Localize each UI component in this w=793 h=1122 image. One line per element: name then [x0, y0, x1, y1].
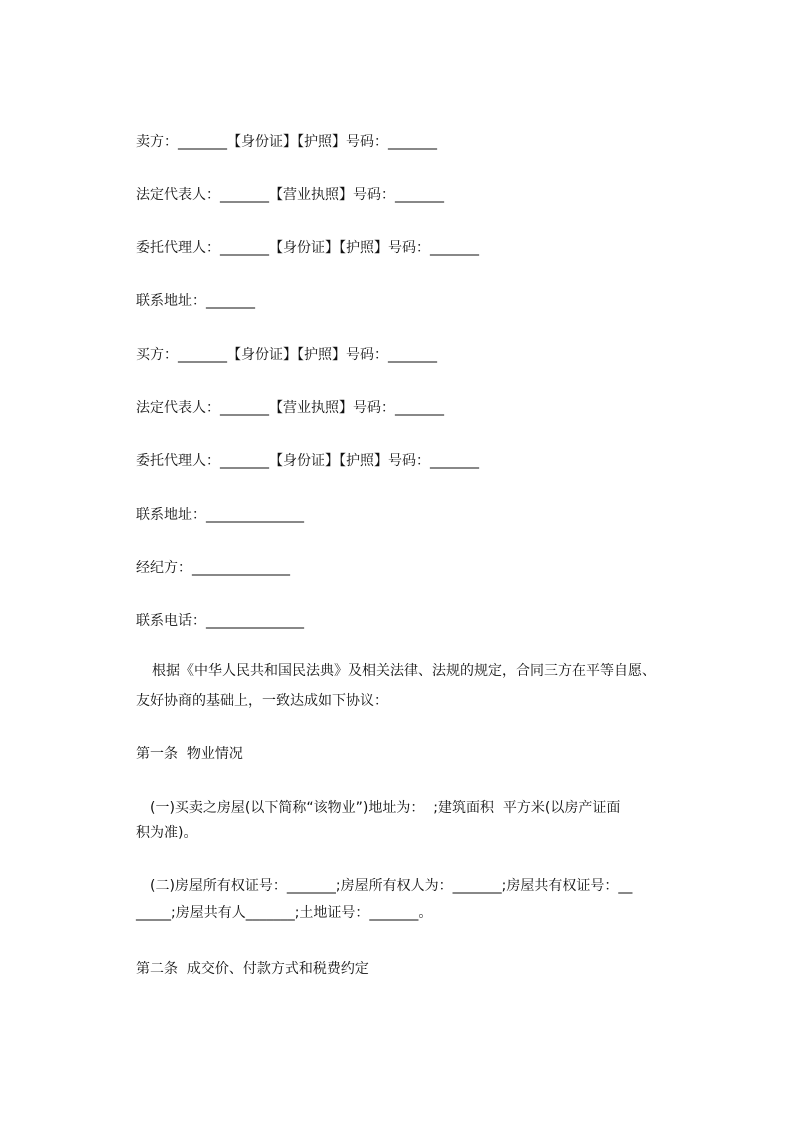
seller-line: 卖方：_______【身份证】【护照】号码：_______ — [136, 134, 437, 150]
broker-line: 经纪方：______________ — [136, 560, 290, 576]
preamble-line-2: 友好协商的基础上，一致达成如下协议： — [136, 693, 388, 709]
article1-title: 第一条 物业情况 — [136, 746, 243, 762]
buyer-address-line: 联系地址：______________ — [136, 507, 304, 523]
buyer-legal-rep-line: 法定代表人：_______【营业执照】号码：_______ — [136, 400, 444, 416]
buyer-line: 买方：_______【身份证】【护照】号码：_______ — [136, 347, 437, 363]
seller-agent-line: 委托代理人：_______【身份证】【护照】号码：_______ — [136, 240, 479, 256]
article1-item1-line-1: (一)买卖之房屋(以下简称“该物业”)地址为： ;建筑面积 平方米(以房产证面 — [150, 800, 621, 816]
article1-item1-line-2: 积为准)。 — [136, 825, 198, 841]
phone-line: 联系电话：______________ — [136, 613, 304, 629]
article1-item2-line-1: (二)房屋所有权证号：_______;房屋所有权人为：_______;房屋共有权证号：__ — [150, 878, 633, 894]
buyer-agent-line: 委托代理人：_______【身份证】【护照】号码：_______ — [136, 453, 479, 469]
preamble-line-1: 根据《中华人民共和国民法典》及相关法律、法规的规定，合同三方在平等自愿、 — [152, 663, 656, 679]
seller-legal-rep-line: 法定代表人：_______【营业执照】号码：_______ — [136, 187, 444, 203]
seller-address-line: 联系地址：_______ — [136, 293, 255, 309]
article2-title: 第二条 成交价、付款方式和税费约定 — [136, 961, 369, 977]
article1-item2-line-2: _____;房屋共有人_______;土地证号：_______。 — [136, 905, 433, 921]
